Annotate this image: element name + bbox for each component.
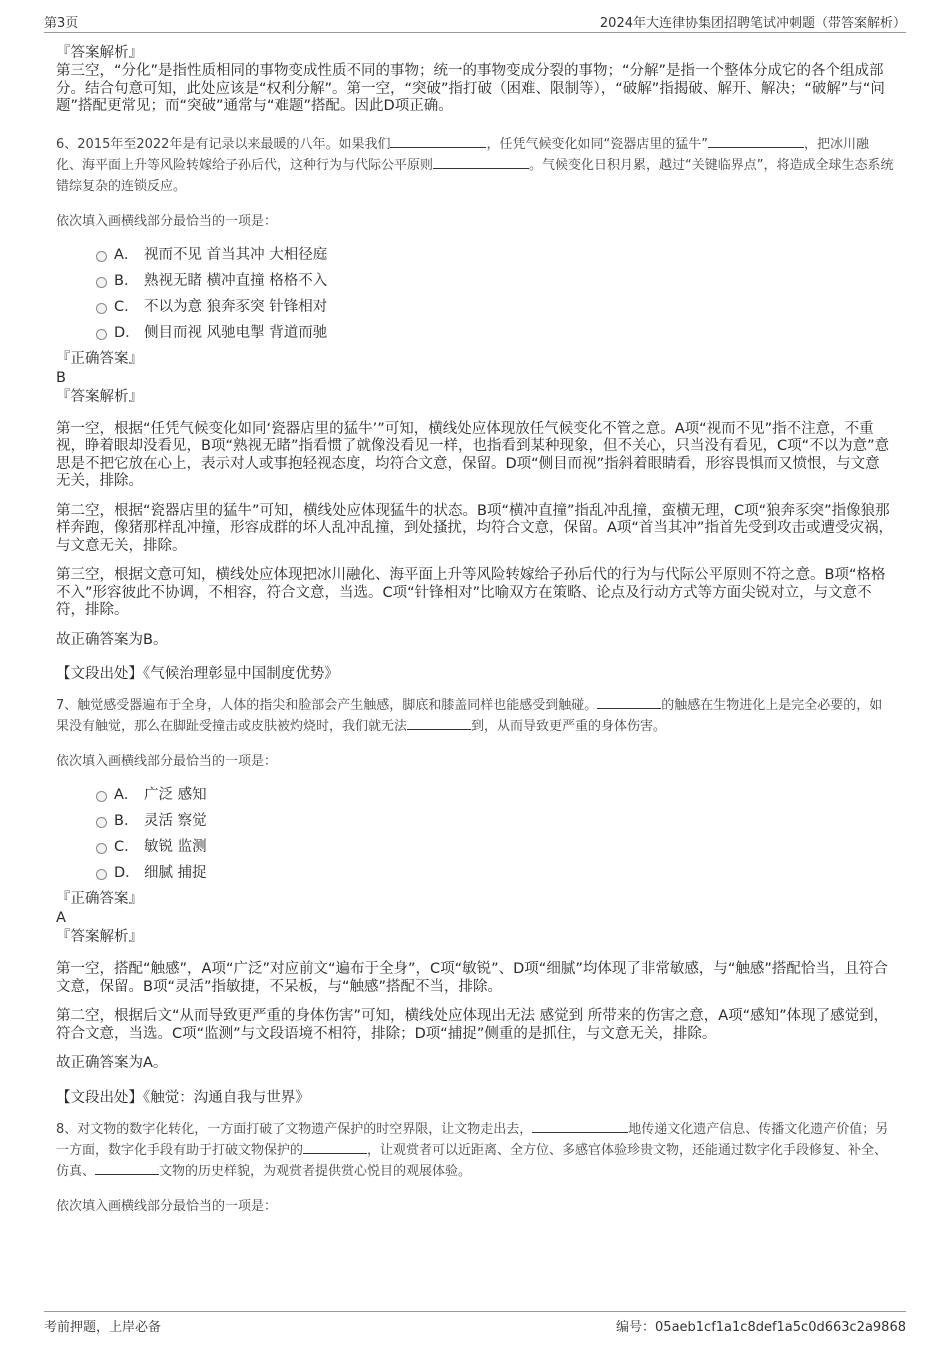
q6-option-c[interactable] bbox=[56, 294, 894, 320]
q7-option-a[interactable] bbox=[56, 782, 894, 808]
q8-blank-1 bbox=[532, 1119, 628, 1133]
q8-stem-part4: 文物的历史样貌，为观赏者提供赏心悦目的观展体验。 bbox=[159, 1163, 472, 1179]
q6-option-b[interactable] bbox=[56, 268, 894, 294]
q6-blank-1 bbox=[390, 134, 486, 148]
option-letter: C． bbox=[114, 298, 139, 315]
q6-source: 【文段出处】《气候治理彰显中国制度优势》 bbox=[56, 666, 339, 682]
option-text: 熟视无睹 横冲直撞 格格不入 bbox=[144, 272, 328, 289]
option-text: 广泛 感知 bbox=[144, 787, 207, 803]
q7-analysis-label: 『答案解析』 bbox=[56, 929, 143, 945]
option-letter: D． bbox=[114, 865, 140, 881]
q7-stem-part3: 到，从而导致更严重的身体伤害。 bbox=[471, 719, 667, 734]
q8-stem bbox=[56, 1119, 894, 1182]
page-header bbox=[44, 10, 906, 33]
option-text: 灵活 察觉 bbox=[144, 813, 207, 829]
q6-analysis-para-2: 第二空，根据“瓷器店里的猛牛”可知，横线处应体现猛牛的状态。B项“横冲直撞”指乱冲乱撞，蛮横无理，C项“狼奔豕突”指像狼那样奔跑，像猪那样乱冲撞，形容成群的坏人乱冲乱撞，到处搔扰，均符合文意，保留。A项“首当其冲”指首先受到攻击或遭受灾祸，与文意无关，排除。 bbox=[56, 502, 893, 554]
q7-option-d[interactable] bbox=[56, 860, 894, 886]
q8-blank-3 bbox=[95, 1161, 159, 1175]
footer-slogan: 考前押题，上岸必备 bbox=[44, 1320, 162, 1335]
q6-analysis-label: 『答案解析』 bbox=[56, 388, 143, 405]
q6-options bbox=[56, 242, 894, 346]
option-text: 细腻 捕捉 bbox=[144, 865, 207, 881]
q8-blank-2 bbox=[303, 1140, 367, 1154]
option-letter: B． bbox=[114, 813, 139, 829]
q7-options bbox=[56, 782, 894, 886]
radio-icon[interactable] bbox=[96, 251, 107, 262]
q6-stem-part3: ，把冰川融化、海平面上升等风险转嫁给子孙后代，这种行为与代际公平原则 bbox=[56, 136, 869, 173]
q7-conclusion: 故正确答案为A。 bbox=[56, 1055, 168, 1071]
radio-icon[interactable] bbox=[96, 869, 107, 880]
q6-blank-2 bbox=[708, 134, 804, 148]
q6-conclusion: 故正确答案为B。 bbox=[56, 631, 168, 648]
q7-stem bbox=[56, 695, 894, 737]
q8-stem-part2: 地传递文化遗产信息、传播文化遗产价值；另一方面，数字化手段有助于打破文物保护的 bbox=[56, 1121, 889, 1158]
q6-stem bbox=[56, 134, 894, 197]
page-footer bbox=[44, 1311, 906, 1338]
q7-prompt: 依次填入画横线部分最恰当的一项是： bbox=[56, 754, 278, 769]
q6-correct-answer: B bbox=[56, 369, 66, 386]
q7-blank-2 bbox=[407, 716, 471, 730]
q7-source: 【文段出处】《触觉：沟通自我与世界》 bbox=[56, 1089, 310, 1106]
page-content bbox=[56, 44, 894, 1217]
q7-correct-answer: A bbox=[56, 910, 66, 926]
radio-icon[interactable] bbox=[96, 303, 107, 314]
q6-stem-part2: ，任凭气候变化如同“瓷器店里的猛牛” bbox=[486, 136, 708, 152]
q6-correct-label: 『正确答案』 bbox=[56, 350, 143, 367]
q6-option-d[interactable] bbox=[56, 320, 894, 346]
q6-stem-part1: 6、2015年至2022年是有记录以来最暖的八年。如果我们 bbox=[56, 136, 391, 152]
radio-icon[interactable] bbox=[96, 277, 107, 288]
q7-stem-part2: 的触感在生物进化上是完全必要的，如果没有触觉，那么在脚趾受撞击或皮肤被灼烧时，我们就无法 bbox=[56, 698, 883, 734]
option-letter: A． bbox=[114, 787, 139, 803]
q6-stem-part4: 。气候变化日积月累，越过“关键临界点”，将造成全球生态系统错综复杂的连锁反应。 bbox=[56, 157, 894, 194]
q6-option-a[interactable] bbox=[56, 242, 894, 268]
option-letter: C． bbox=[114, 839, 139, 855]
radio-icon[interactable] bbox=[96, 817, 107, 828]
q6-analysis-para-1: 第一空，根据“任凭气候变化如同‘瓷器店里的猛牛’”可知，横线处应体现放任气候变化不管之意。A项“视而不见”指不注意，不重视，睁着眼却没看见，B项“熟视无睹”指看惯了就像没看见一样，也指看到某种现象，但不关心，只当没有看见，C项“不以为意”意思是不把它放在心上，表示对人或事抱轻视态度，均符合文意，保留。D项“侧目而视”指斜着眼睛看，形容畏惧而又愤恨，与文意无关，排除。 bbox=[56, 420, 890, 489]
radio-icon[interactable] bbox=[96, 329, 107, 340]
q7-analysis-para-2: 第二空，根据后文“从而导致更严重的身体伤害”可知，横线处应体现出无法 感觉到 所带来的伤害之意，A项“感知”体现了感觉到，符合文意，当选。C项“监测”与文段语境不相符，排除；D项“捕捉”侧重的是抓住，与文意无关，排除。 bbox=[56, 1008, 889, 1042]
option-text: 侧目而视 风驰电掣 背道而驰 bbox=[144, 324, 328, 341]
q5-analysis-label: 『答案解析』 bbox=[56, 45, 143, 61]
document-title: 2024年大连律协集团招聘笔试冲刺题（带答案解析） bbox=[599, 16, 906, 31]
q7-stem-part1: 7、触觉感受器遍布于全身，人体的指尖和脸部会产生触感，脚底和膝盖同样也能感受到触碰。 bbox=[56, 698, 598, 713]
option-letter: B． bbox=[114, 272, 139, 289]
q7-option-b[interactable] bbox=[56, 808, 894, 834]
q6-blank-3 bbox=[433, 155, 529, 169]
radio-icon[interactable] bbox=[96, 791, 107, 802]
option-text: 敏锐 监测 bbox=[144, 839, 207, 855]
q6-analysis-para-3: 第三空，根据文意可知，横线处应体现把冰川融化、海平面上升等风险转嫁给子孙后代的行为与代际公平原则不符之意。B项“格格不入”形容彼此不协调，不相容，符合文意，当选。C项“针锋相对”比喻双方在策略、论点及行动方式等方面尖锐对立，与文意不符，排除。 bbox=[56, 567, 886, 618]
q8-stem-part3: ，让观赏者可以近距离、全方位、多感官体验珍贵文物，还能通过数字化手段修复、补全、仿真、 bbox=[56, 1142, 888, 1179]
q7-correct-label: 『正确答案』 bbox=[56, 891, 143, 907]
document-serial: 编号：05aeb1cf1a1c8def1a5c0d663c2a9868 bbox=[616, 1320, 906, 1335]
q7-blank-1 bbox=[597, 695, 661, 709]
page-number: 第3页 bbox=[44, 16, 79, 31]
radio-icon[interactable] bbox=[96, 843, 107, 854]
q7-option-c[interactable] bbox=[56, 834, 894, 860]
option-text: 视而不见 首当其冲 大相径庭 bbox=[144, 246, 328, 263]
q8-stem-part1: 8、对文物的数字化转化，一方面打破了文物遗产保护的时空界限，让文物走出去， bbox=[56, 1121, 533, 1137]
q8-prompt: 依次填入画横线部分最恰当的一项是： bbox=[56, 1198, 278, 1214]
option-letter: D． bbox=[114, 324, 140, 341]
option-letter: A． bbox=[114, 246, 139, 263]
q5-analysis-text: 第三空，“分化”是指性质相同的事物变成性质不同的事物；统一的事物变成分裂的事物；“分解”是指一个整体分成它的各个组成部分。结合句意可知，此处应该是“权利分解”。第一空，“突破”指打破（困难、限制等），“破解”指揭破、解开、解决；“破解”与“问题”搭配更常见；而“突破”通常与“难题”搭配。因此D项正确。 bbox=[56, 63, 885, 114]
q6-prompt: 依次填入画横线部分最恰当的一项是： bbox=[56, 213, 278, 229]
option-text: 不以为意 狼奔豕突 针锋相对 bbox=[144, 298, 328, 315]
q7-analysis-para-1: 第一空，搭配“触感”，A项“广泛”对应前文“遍布于全身”，C项“敏锐”、D项“细腻”均体现了非常敏感，与“触感”搭配恰当，且符合文意，保留。B项“灵活”指敏捷，不呆板，与“触感”搭配不当，排除。 bbox=[56, 961, 888, 995]
